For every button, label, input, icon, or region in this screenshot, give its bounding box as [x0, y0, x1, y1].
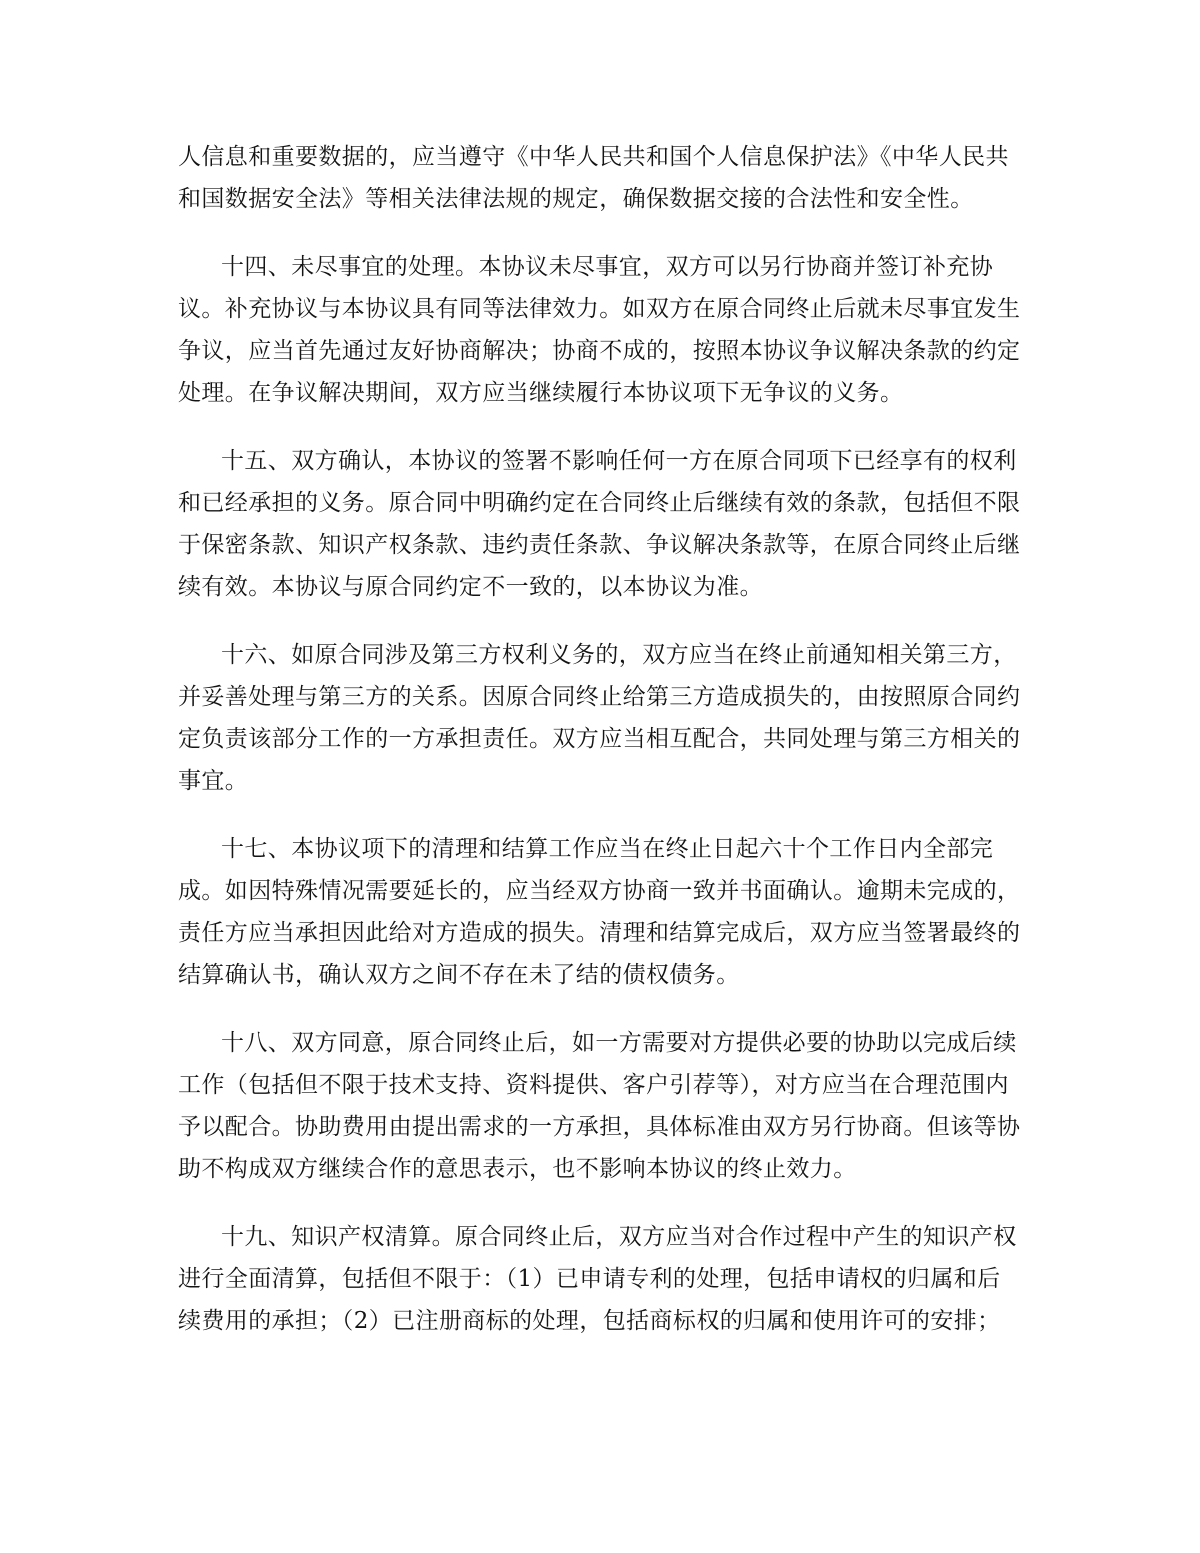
text-line: 和国数据安全法》等相关法律法规的规定，确保数据交接的合法性和安全性。	[178, 186, 974, 212]
paragraph-clause-15	[178, 440, 1024, 608]
text-line: 于保密条款、知识产权条款、违约责任条款、争议解决条款等，在原合同终止后继	[178, 532, 1021, 558]
text-line: 十六、如原合同涉及第三方权利义务的，双方应当在终止前通知相关第三方，	[221, 642, 1017, 668]
text-line: 十八、双方同意，原合同终止后，如一方需要对方提供必要的协助以完成后续	[221, 1030, 1017, 1056]
text-line: 责任方应当承担因此给对方造成的损失。清理和结算完成后，双方应当签署最终的	[178, 920, 1021, 946]
text-line: 予以配合。协助费用由提出需求的一方承担，具体标准由双方另行协商。但该等协	[178, 1114, 1021, 1140]
text-line: 议。补充协议与本协议具有同等法律效力。如双方在原合同终止后就未尽事宜发生	[178, 296, 1021, 322]
text-line: 十七、本协议项下的清理和结算工作应当在终止日起六十个工作日内全部完	[221, 836, 994, 862]
text-line: 十九、知识产权清算。原合同终止后，双方应当对合作过程中产生的知识产权	[221, 1224, 1017, 1250]
text-line: 十四、未尽事宜的处理。本协议未尽事宜，双方可以另行协商并签订补充协	[221, 254, 994, 280]
text-line: 工作（包括但不限于技术支持、资料提供、客户引荐等），对方应当在合理范围内	[178, 1072, 1009, 1098]
text-line: 定负责该部分工作的一方承担责任。双方应当相互配合，共同处理与第三方相关的	[178, 726, 1021, 752]
paragraph-clause-17	[178, 828, 1024, 996]
text-line: 进行全面清算，包括但不限于：（1）已申请专利的处理，包括申请权的归属和后	[178, 1266, 1001, 1292]
paragraph-clause-16	[178, 634, 1024, 802]
paragraph-clause-18	[178, 1022, 1024, 1190]
text-line: 争议，应当首先通过友好协商解决；协商不成的，按照本协议争议解决条款的约定	[178, 338, 1021, 364]
text-line: 人信息和重要数据的，应当遵守《中华人民共和国个人信息保护法》《中华人民共	[178, 144, 1009, 170]
paragraph-clause-14	[178, 246, 1024, 414]
document-body	[178, 136, 1024, 1368]
text-line: 并妥善处理与第三方的关系。因原合同终止给第三方造成损失的，由按照原合同约	[178, 684, 1021, 710]
text-line: 续有效。本协议与原合同约定不一致的，以本协议为准。	[178, 574, 763, 600]
text-line: 续费用的承担；（2）已注册商标的处理，包括商标权的归属和使用许可的安排；	[178, 1308, 1001, 1334]
text-line: 处理。在争议解决期间，双方应当继续履行本协议项下无争议的义务。	[178, 380, 904, 406]
text-line: 和已经承担的义务。原合同中明确约定在合同终止后继续有效的条款，包括但不限	[178, 490, 1021, 516]
paragraph-continued	[178, 136, 1024, 220]
text-line: 结算确认书，确认双方之间不存在未了结的债权债务。	[178, 962, 740, 988]
text-line: 成。如因特殊情况需要延长的，应当经双方协商一致并书面确认。逾期未完成的，	[178, 878, 1021, 904]
text-line: 事宜。	[178, 768, 249, 794]
text-line: 十五、双方确认，本协议的签署不影响任何一方在原合同项下已经享有的权利	[221, 448, 1017, 474]
text-line: 助不构成双方继续合作的意思表示，也不影响本协议的终止效力。	[178, 1156, 857, 1182]
paragraph-clause-19	[178, 1216, 1024, 1342]
